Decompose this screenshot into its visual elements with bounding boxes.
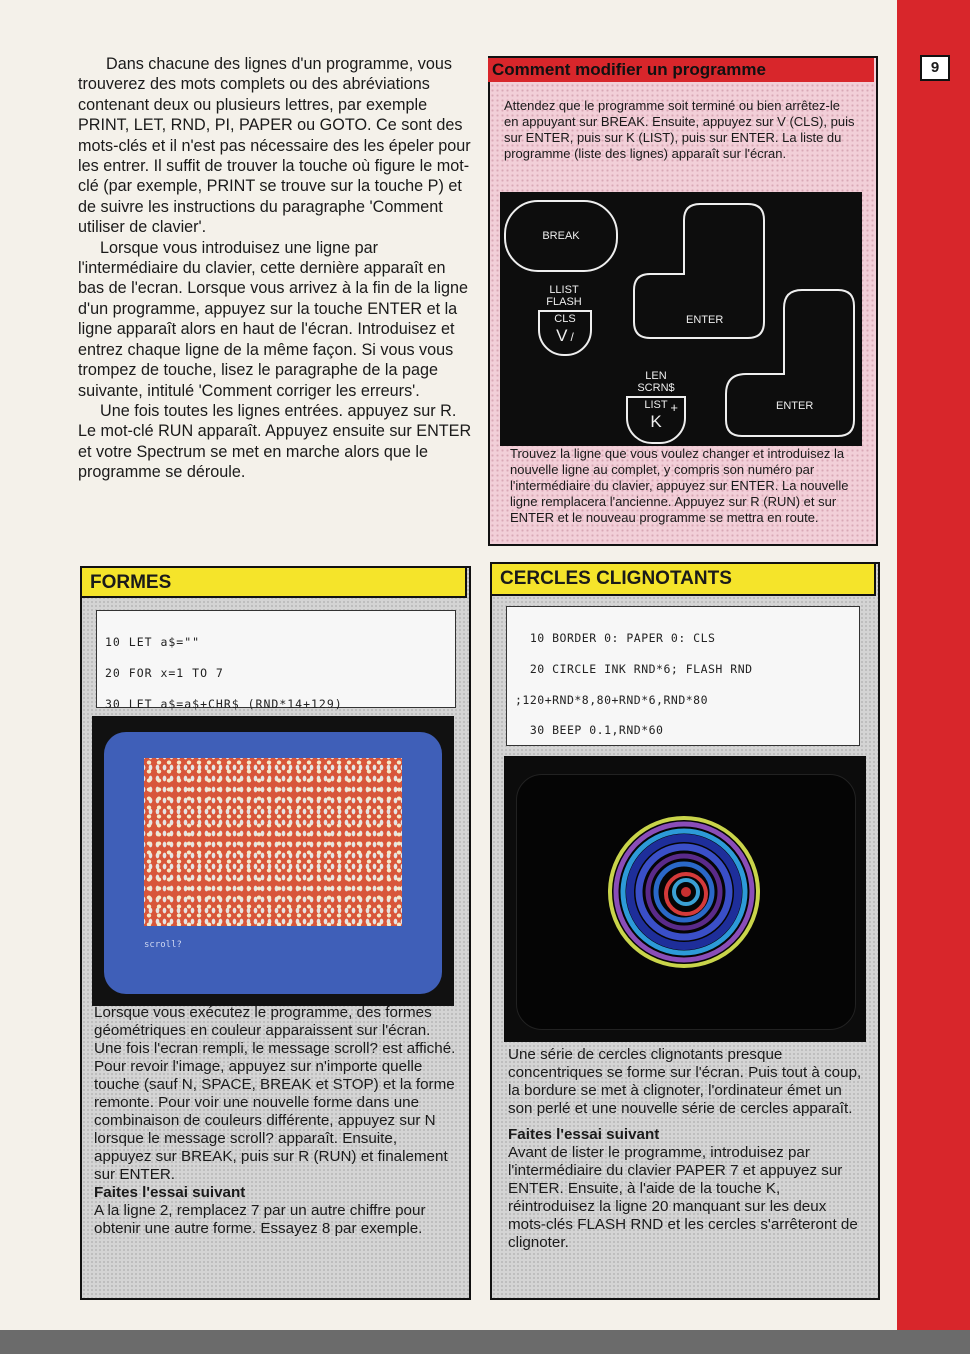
intro-text	[78, 54, 476, 483]
cercles-caption	[508, 1046, 862, 1252]
v-key-letter: V	[556, 326, 568, 345]
v-key-cls: CLS	[554, 313, 576, 325]
pattern-area	[144, 758, 402, 926]
modify-program-title: Comment modifier un programme	[488, 58, 874, 82]
code-line: 30 BEEP 0.1,RND*60	[515, 723, 664, 738]
k-key-letter: K	[650, 412, 662, 431]
cercles-code-listing	[506, 606, 860, 746]
circles-image	[604, 812, 764, 972]
k-key-scrn: SCRN$	[637, 382, 675, 394]
formes-caption	[94, 1004, 456, 1238]
formes-try-title: Faites l'essai suivant	[94, 1184, 246, 1201]
page-number: 9	[920, 55, 950, 81]
intro-paragraph-1: Dans chacune des lignes d'un programme, vous trouverez des mots complets ou des abréviations contenant deux ou plusieurs lettres, par exemple PRINT, LET, RND, PI, PAPER ou GOTO. Ce sont des mots-clés et il n'est pas nécessaire des les épeler pour les entrer. Il suffit de trouver la touche où figure le mot-clé (par exemple, PRINT se trouve sur la touche P) et de suivre les instructions du paragraphe 'Comment utiliser de clavier'.	[78, 55, 471, 237]
formes-description: Lorsque vous exécutez le programme, des formes géométriques en couleur apparaissent sur l'écran. Une fois l'ecran rempli, le message scroll? est affiché. Pour revoir l'image, appuyez sur n'importe quelle touche (sauf N, SPACE, BREAK et STOP) et la forme remonte. Pour voir une nouvelle forme dans une combinaison de couleurs différente, appuyez sur N lorsque le message scroll? apparaît. Ensuite, appuyez sur BREAK, puis sur R (RUN) et finalement sur ENTER.	[94, 1004, 456, 1183]
keyboard-illustration	[500, 192, 862, 446]
enter-key-2-label: ENTER	[776, 400, 814, 412]
cercles-description: Une série de cercles clignotants presque concentriques se forme sur l'écran. Puis tout à coup, la bordure se met à clignoter, l'ordinateur émet un son perlé et une nouvelle série de cercles apparaît.	[508, 1046, 862, 1117]
code-line: 20 CIRCLE INK RND*6; FLASH RND	[515, 662, 753, 676]
modify-instructions: Attendez que le programme soit terminé ou bien arrêtez-le en appuyant sur BREAK. Ensuite, appuyez sur V (CLS), puis sur ENTER, puis sur K (LIST), puis sur ENTER. La liste du programme (liste des lignes) apparaît sur l'écran.	[504, 98, 855, 161]
scroll-message: scroll?	[144, 940, 182, 950]
break-label: BREAK	[542, 230, 580, 242]
code-line: ;120+RND*8,80+RND*6,RND*80	[515, 692, 709, 707]
v-key-flash: FLASH	[546, 296, 582, 308]
red-page-edge	[897, 0, 970, 1354]
bottom-shadow	[0, 1330, 970, 1354]
enter-key-1-label: ENTER	[686, 314, 724, 326]
cercles-title: CERCLES CLIGNOTANTS	[490, 562, 876, 596]
k-key-list: LIST	[644, 399, 668, 411]
modify-replace-text: Trouvez la ligne que vous voulez changer et introduisez la nouvelle ligne au complet, y compris son numéro par l'intermédiaire du clavier, appuyez sur ENTER. La nouvelle ligne remplacera l'ancienne. Appuyez sur R (RUN) et sur ENTER et le nouveau programme se mettra en route.	[510, 446, 849, 525]
formes-screen-photo	[92, 716, 454, 1006]
enter-key-2	[720, 284, 860, 444]
cercles-screen-photo	[504, 756, 866, 1042]
formes-try-text: A la ligne 2, remplacez 7 par un autre chiffre pour obtenir une autre forme. Essayez 8 par exemple.	[94, 1202, 426, 1237]
cercles-try-text: Avant de lister le programme, introduisez par l'intermédiaire du clavier PAPER 7 et appuyez sur ENTER. Ensuite, à l'aide de la touche K, réintroduisez la ligne 20 manquant sur les deux mots-clés FLASH RND et les cercles s'arrêteront de clignoter.	[508, 1144, 858, 1251]
intro-paragraph-2: Lorsque vous introduisez une ligne par l'intermédiaire du clavier, cette dernière apparaît en bas de l'ecran. Lorsque vous arrivez à la fin de la ligne d'un programme, appuyez sur la touche ENTER et la ligne apparaît alors en haut de l'écran. Introduisez et entrez chaque ligne de la même façon. Si vous vous trompez de touche, lisez le paragraphe de la page suivante, intitulé 'Comment corriger les erreurs'.	[78, 238, 469, 400]
formes-title: FORMES	[80, 566, 467, 598]
v-key	[528, 284, 600, 358]
code-line: 10 BORDER 0: PAPER 0: CLS	[515, 631, 716, 646]
k-key-symbol: +	[670, 400, 678, 415]
cercles-try-title: Faites l'essai suivant	[508, 1126, 660, 1143]
code-line: 20 FOR x=1 TO 7	[105, 666, 224, 680]
code-line: 10 LET a$=""	[105, 635, 201, 650]
v-key-llist: LLIST	[549, 284, 579, 296]
tv-screen	[104, 732, 442, 994]
k-key-len: LEN	[645, 370, 667, 382]
v-key-symbol: /	[570, 330, 574, 344]
formes-code-listing	[96, 610, 456, 711]
intro-paragraph-3: Une fois toutes les lignes entrées. appuyez sur R. Le mot-clé RUN apparaît. Appuyez ensuite sur ENTER et votre Spectrum se met en marche alors que le programme se déroule.	[78, 401, 472, 482]
break-key	[504, 200, 618, 272]
k-key	[618, 370, 694, 444]
code-line: 30 LET a$=a$+CHR$ (RND*14+129)	[105, 696, 343, 711]
